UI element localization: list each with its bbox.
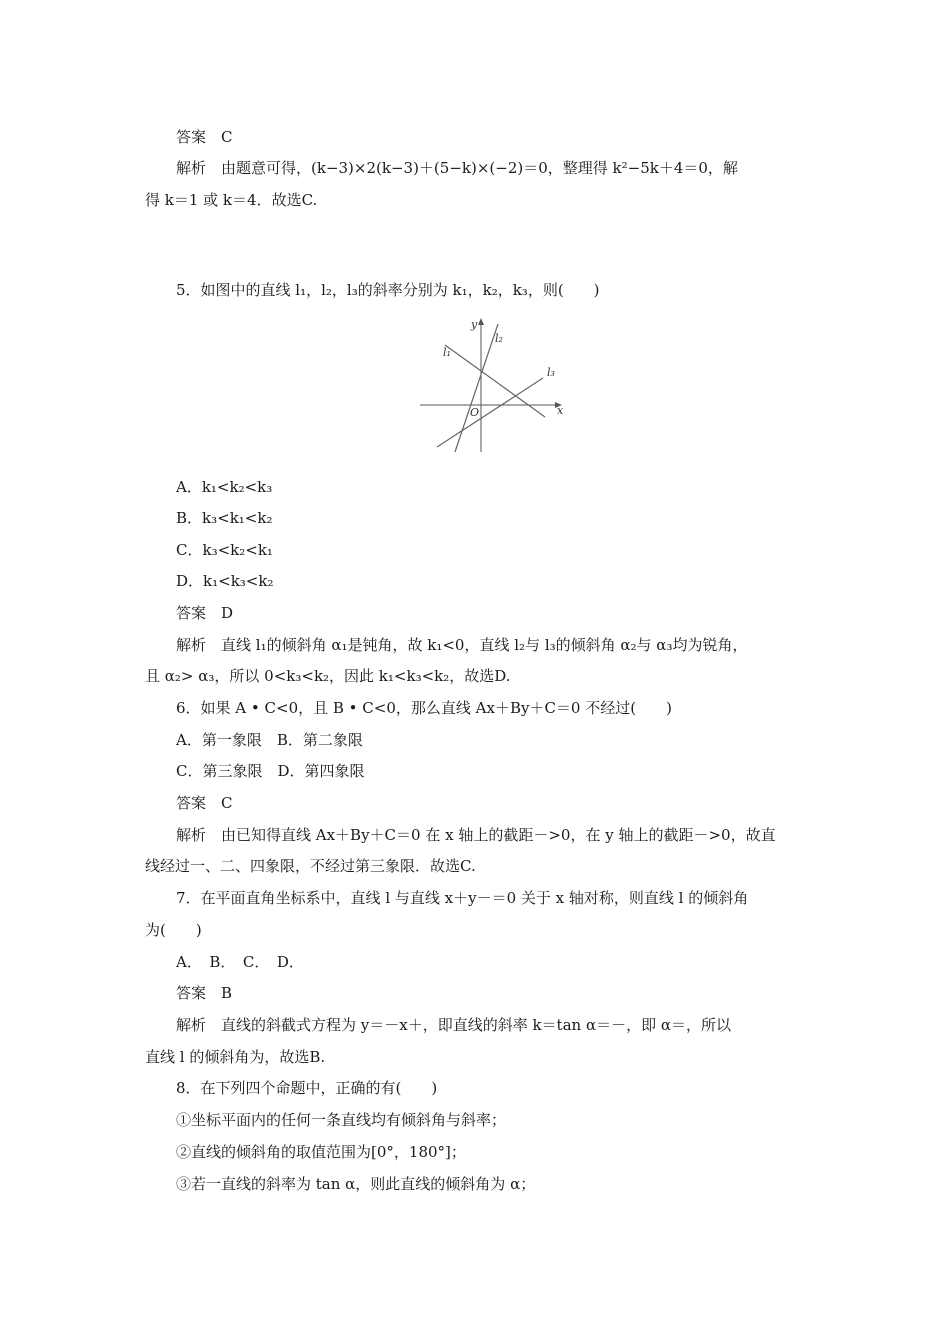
analysis-5-line1: 解析 直线 l₁的倾斜角 α₁是钝角，故 k₁<0，直线 l₂与 l₃的倾斜角 α₂与 α₃均为锐角， [176, 636, 748, 654]
y-axis-label: y [471, 318, 478, 331]
analysis-5-line2: 且 α₂> α₃，所以 0<k₃<k₂，因此 k₁<k₃<k₂，故选D. [145, 667, 511, 685]
line-l1 [445, 345, 545, 417]
option-5a: A．k₁<k₂<k₃ [176, 478, 273, 496]
analysis-4-line1: 解析 由题意可得，(k−3)×2(k−3)＋(5−k)×(−2)＝0，整理得 k²−5k＋4＝0，解 [176, 159, 738, 177]
label-l3: l₃ [547, 366, 555, 379]
label-l1: l₁ [443, 346, 451, 359]
analysis-4-line2: 得 k＝1 或 k＝4．故选C. [145, 191, 318, 209]
option-5d: D．k₁<k₃<k₂ [176, 572, 274, 590]
statement-8-2: ②直线的倾斜角的取值范围为[0°，180°]； [176, 1143, 466, 1161]
x-axis-label: x [557, 404, 564, 417]
analysis-7-line1: 解析 直线的斜截式方程为 y＝－x＋，即直线的斜率 k＝tan α＝－，即 α＝，所以 [176, 1016, 731, 1034]
question-5: 5．如图中的直线 l₁，l₂，l₃的斜率分别为 k₁，k₂，k₃，则( ) [176, 281, 600, 299]
analysis-6-line1: 解析 由已知得直线 Ax＋By＋C＝0 在 x 轴上的截距－>0，在 y 轴上的截距－>0，故直 [176, 826, 776, 844]
origin-label: O [470, 406, 480, 419]
line-l2 [455, 324, 498, 452]
answer-6: 答案 C [176, 794, 233, 812]
label-l2: l₂ [495, 332, 503, 345]
analysis-7-line2: 直线 l 的倾斜角为，故选B. [145, 1048, 326, 1066]
options-7: A． B． C． D． [176, 953, 304, 971]
question-7-line1: 7．在平面直角坐标系中，直线 l 与直线 x＋y－＝0 关于 x 轴对称，则直线 l 的倾斜角 [176, 889, 749, 907]
option-5b: B．k₃<k₁<k₂ [176, 509, 273, 527]
answer-4: 答案 C [176, 128, 233, 146]
question-7-line2: 为( ) [145, 921, 202, 939]
analysis-6-line2: 线经过一、二、四象限，不经过第三象限．故选C. [145, 857, 476, 875]
slope-lines-figure [415, 312, 570, 457]
answer-7: 答案 B [176, 984, 233, 1002]
question-8: 8．在下列四个命题中，正确的有( ) [176, 1079, 438, 1097]
line-l3 [437, 378, 543, 447]
option-5c: C．k₃<k₂<k₁ [176, 541, 273, 559]
statement-8-3: ③若一直线的斜率为 tan α，则此直线的倾斜角为 α； [176, 1175, 536, 1193]
options-6-cd: C．第三象限 D．第四象限 [176, 762, 365, 780]
options-6-ab: A．第一象限 B．第二象限 [176, 731, 363, 749]
question-6: 6．如果 A • C<0，且 B • C<0，那么直线 Ax＋By＋C＝0 不经过( ) [176, 699, 672, 717]
answer-5: 答案 D [176, 604, 234, 622]
statement-8-1: ①坐标平面内的任何一条直线均有倾斜角与斜率； [176, 1111, 507, 1129]
y-axis-arrow [478, 318, 484, 325]
